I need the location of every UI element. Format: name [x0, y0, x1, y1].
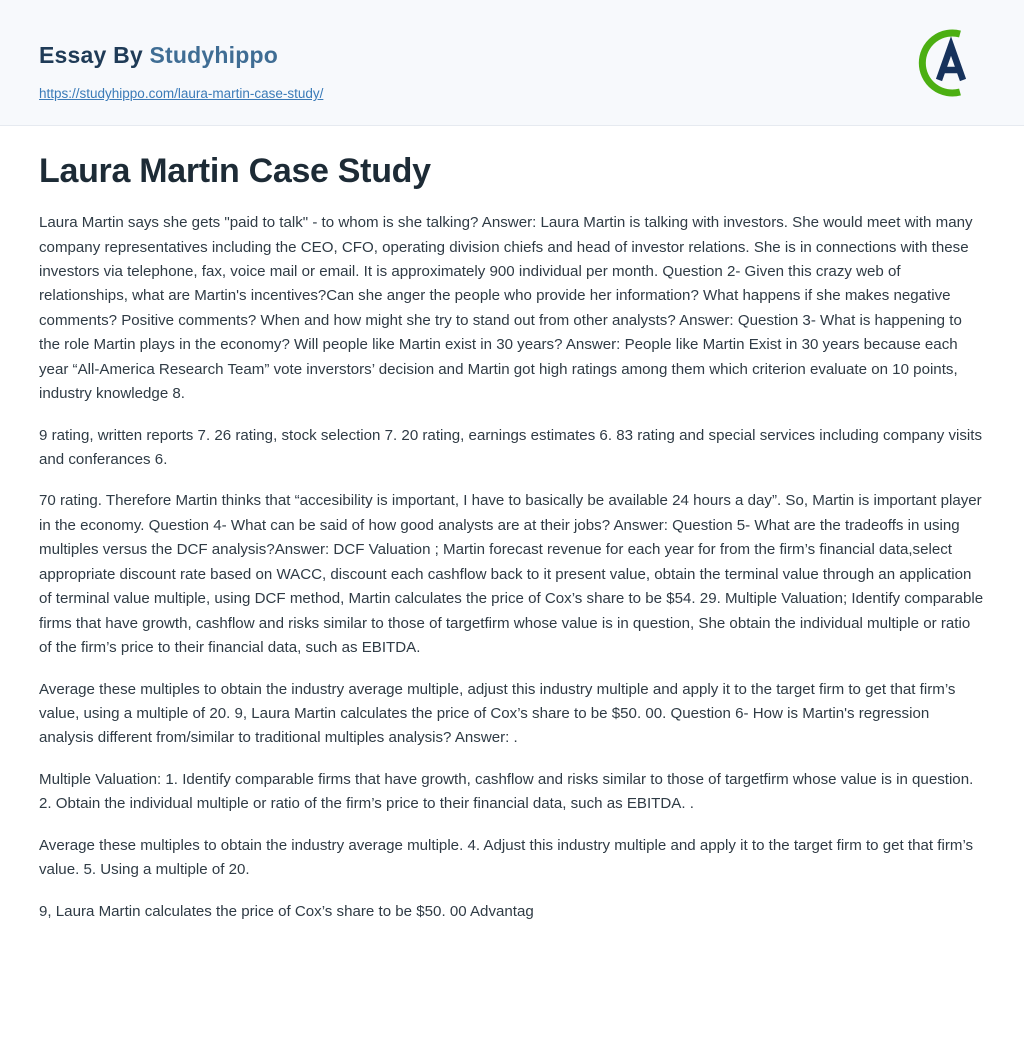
article-paragraph: 70 rating. Therefore Martin thinks that “accesibility is important, I have to basically be available 24 hours a day”. So, Martin is important player in the economy. Question 4- What can be said of how good analysts are at their jobs? Answer: Question 5- What are the tradeoffs in using multiples versus the DCF analysis?Answer: DCF Valuation ; Martin forecast revenue for each year for from the firm’s financial data,select appropriate discount rate based on WACC, discount each cashflow back to it present value, obtain the terminal value through an application of terminal value multiple, using DCF method, Martin calculates the price of Cox’s share to be $54. 29. Multiple Valuation; Identify comparable firms that have growth, cashflow and risks similar to those of targetfirm whose value is in question, She obtain the individual multiple or ratio of the firm’s price to their financial data, such as EBITDA.: [39, 492, 984, 657]
article-paragraph: 9, Laura Martin calculates the price of Cox’s share to be $50. 00 Advantag: [39, 902, 534, 920]
article-paragraph: Multiple Valuation: 1. Identify comparable firms that have growth, cashflow and risks similar to those of targetfirm whose value is in question. 2. Obtain the individual multiple or ratio of the firm’s price to their financial data, such as EBITDA. .: [39, 770, 974, 813]
article-body: [0, 126, 1024, 924]
source-url-link[interactable]: https://studyhippo.com/laura-martin-case-study/: [39, 86, 324, 101]
brand-light-text: Studyhippo: [149, 42, 278, 68]
studyhippo-logo-icon: [914, 26, 988, 100]
site-brand: [39, 42, 278, 69]
article-paragraph: Average these multiples to obtain the industry average multiple. 4. Adjust this industry multiple and apply it to the target firm to get that firm’s value. 5. Using a multiple of 20.: [39, 836, 974, 879]
brand-bold-text: Essay By: [39, 42, 150, 68]
article-paragraph: Laura Martin says she gets "paid to talk" - to whom is she talking? Answer: Laura Martin is talking with investors. She would meet with many company representatives including the CEO, CFO, operating division chiefs and head of investor relations. She is in connections with these investors via telephone, fax, voice mail or email. It is approximately 900 individual per month. Question 2- Given this crazy web of relationships, what are Martin's incentives?Can she anger the people who provide her information? What happens if she makes negative comments? Positive comments? When and how might she try to stand out from other analysts? Answer: Question 3- What is happening to the role Martin plays in the economy? Will people like Martin exist in 30 years? Answer: People like Martin Exist in 30 years because each year “All-America Research Team” vote inverstors’ decision and Martin got high ratings among them which criterion evaluate on 10 points, industry knowledge 8.: [39, 214, 973, 403]
page-header: [0, 0, 1024, 126]
page-title: Laura Martin Case Study: [39, 152, 431, 190]
article-paragraph: 9 rating, written reports 7. 26 rating, stock selection 7. 20 rating, earnings estimates 6. 83 rating and special services including company visits and conferances 6.: [39, 426, 982, 469]
article-paragraph: Average these multiples to obtain the industry average multiple, adjust this industry multiple and apply it to the target firm to get that firm’s value, using a multiple of 20. 9, Laura Martin calculates the price of Cox’s share to be $50. 00. Question 6- How is Martin's regression analysis different from/similar to traditional multiples analysis? Answer: .: [39, 680, 956, 747]
